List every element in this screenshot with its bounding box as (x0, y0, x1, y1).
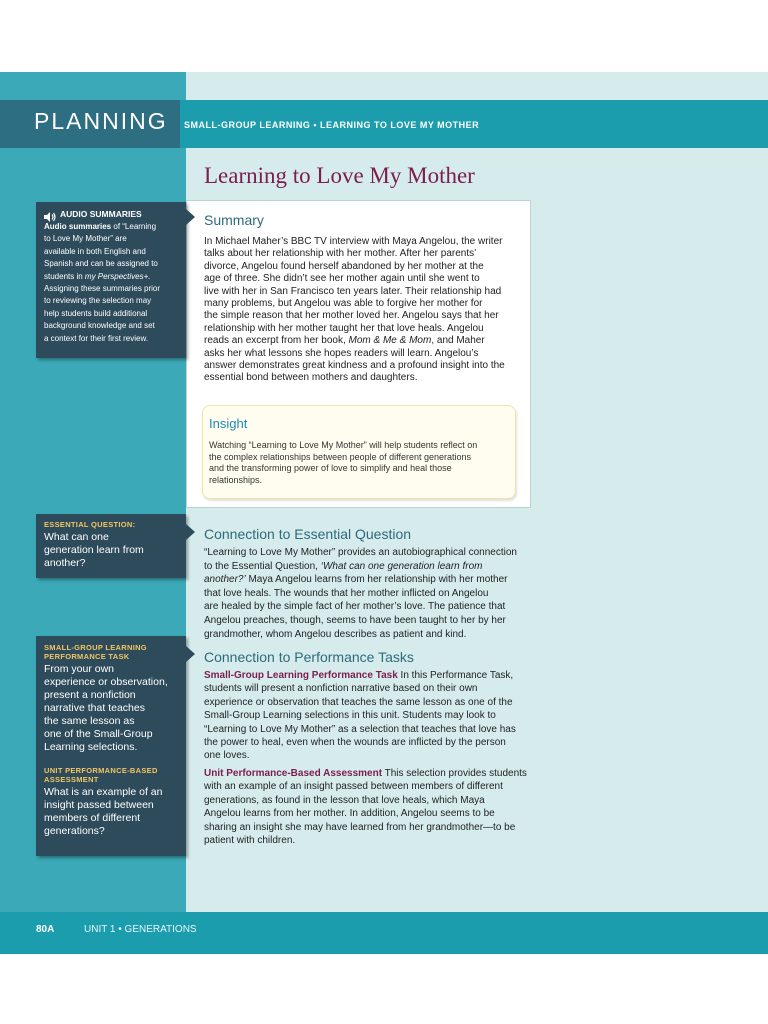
page-section-title: PLANNING (34, 108, 168, 134)
small-group-task-prompt: From your own experience or observation, present a nonfiction narrative that teaches the same lesson as one of the Small-Group Learning selections. (44, 663, 168, 753)
essential-question-text: What can one generation learn from another? (44, 531, 144, 569)
audio-summaries-label: AUDIO SUMMARIES (60, 209, 142, 219)
callout-pointer (186, 209, 195, 225)
unit-assessment-prompt: What is an example of an insight passed between members of different generations? (44, 786, 163, 837)
callout-pointer (186, 646, 195, 662)
small-group-task-label: SMALL-GROUP LEARNING PERFORMANCE TASK (44, 643, 147, 661)
unit-assessment-text: Unit Performance-Based Assessment This selection provides students with an example of an insight passed between members of different generations, as found in the lesson that love heals, which Maya Angelou learns from her mother. In addition, Angelou seems to be sharing an insight she may have learned from her grandmother—to be patient with children. (204, 768, 527, 847)
essential-text: “Learning to Love My Mother” provides an autobiographical connection to the Essential Question, ‘What can one generation learn from another?’ Maya Angelou learns from her relationship with her mother that love heals. The wounds that her mother inflicted on Angelou are healed by the simple fact of her mother’s love. The patience that Angelou preaches, though, seems to have been taught to her by her grandmother, whom Angelou describes as patient and kind. (204, 547, 517, 640)
essential-question-callout (36, 514, 186, 578)
page-title: Learning to Love My Mother (204, 163, 475, 188)
essential-heading: Connection to Essential Question (204, 526, 412, 542)
small-group-task-text: Small-Group Learning Performance Task In this Performance Task, students will present a nonfiction narrative based on their own experience or observation that teaches the same lesson as one of the Small-Group Learning selections in this unit. Students may look to “Learning to Love My Mother” as a selection that teaches that love has the power to heal, even when the wounds are inflicted by the person one loves. (204, 670, 516, 762)
essential-question-label: ESSENTIAL QUESTION: (44, 520, 136, 529)
audio-summaries-text: Audio summaries of “Learning to Love My Mother” are available in both English and Spanish and can be assigned to students in my Perspectives+. Assigning these summaries prior to reviewing the selection may help students build additional background knowledge and set a context for their first review. (44, 222, 161, 343)
speaker-icon (44, 209, 56, 219)
summary-text: In Michael Maher’s BBC TV interview with Maya Angelou, the writer talks about her relationship with her mother. After her parents’ divorce, Angelou found herself abandoned by her mother at the age of three. She didn’t see her mother again until she went to live with her in San Francisco ten years later. Their relationship had many problems, but Angelou was able to forgive her mother for the simple reason that her mother loved her. Angelou says that her relationship with her mother taught her that love heals. Angelou reads an excerpt from her book, Mom & Me & Mom, and Maher asks her what lessons she hopes readers will learn. Angelou’s answer demonstrates great kindness and a profound insight into the essential bond between mothers and daughters. (204, 236, 505, 384)
unit-assessment-label: UNIT PERFORMANCE-BASED ASSESSMENT (44, 766, 158, 784)
performance-heading: Connection to Performance Tasks (204, 649, 414, 665)
callout-pointer (186, 524, 195, 540)
summary-heading: Summary (204, 212, 264, 228)
performance-task-callout (36, 636, 186, 856)
audio-summaries-callout (36, 202, 186, 358)
breadcrumb: SMALL-GROUP LEARNING • LEARNING TO LOVE MY MOTHER (184, 120, 480, 130)
insight-heading: Insight (209, 416, 248, 431)
footer-unit-label: UNIT 1 • GENERATIONS (84, 924, 197, 935)
insight-text: Watching “Learning to Love My Mother” will help students reflect on the complex relationships between people of different generations and the transforming power of love to simplify and heal those relationships. (209, 440, 478, 485)
page-number: 80A (36, 924, 55, 935)
